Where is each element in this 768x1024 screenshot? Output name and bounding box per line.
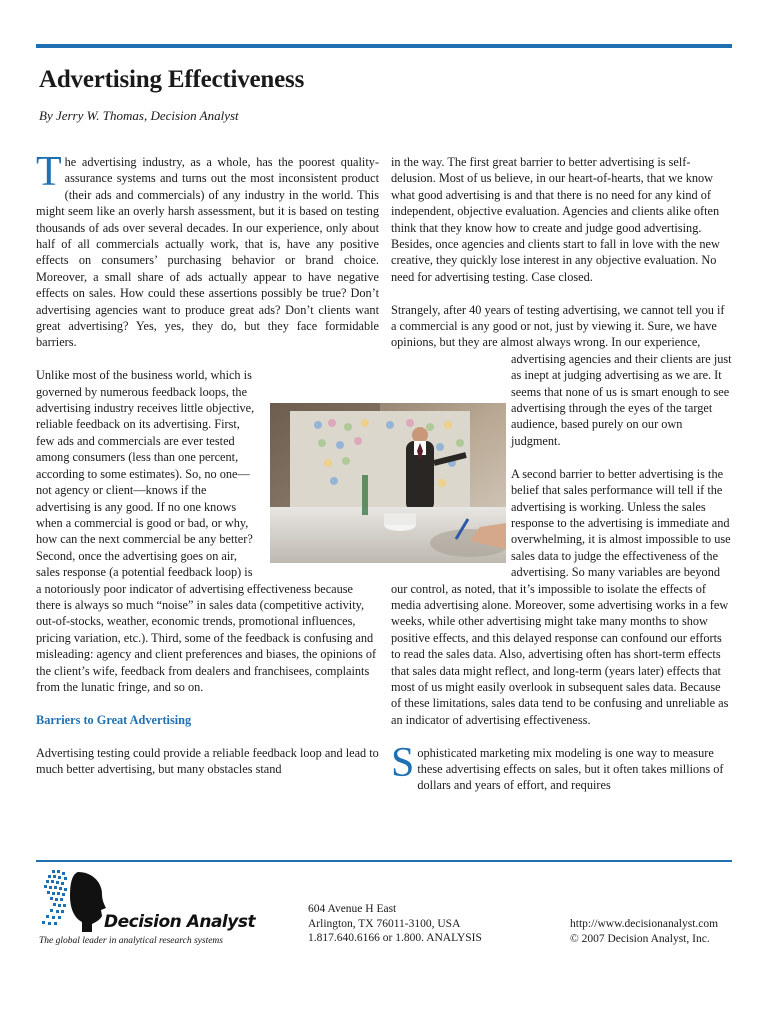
copyright: © 2007 Decision Analyst, Inc. — [570, 932, 710, 945]
article-title: Advertising Effectiveness — [39, 66, 305, 93]
decision-analyst-logo-icon — [38, 868, 108, 934]
top-rule — [36, 44, 732, 48]
tagline: The global leader in analytical research systems — [39, 936, 223, 946]
paragraph: The advertising industry, as a whole, has the poorest quality-assurance systems and turns out the most inconsistent product (their ads and commercials) of any industry in the world. This might seem like an overly harsh assessment, but it is based on testing thousands of ads over several decades. In our experience, only about half of all commercials actually work, that is, have any positive effects on consumers’ purchasing behavior or brand choice. Moreover, a small share of ads actually appear to have negative effects on sales. How could these assertions possibly be true? Don’t advertising agencies want to produce great ads? Don’t clients want great advertising? Yes, yes, they do, but they face formidable barriers. — [36, 149, 379, 350]
address-block — [308, 902, 482, 946]
bottom-rule — [36, 860, 732, 862]
byline: By Jerry W. Thomas, Decision Analyst — [39, 108, 239, 123]
address-line: Arlington, TX 76011-3100, USA — [308, 917, 461, 930]
paragraph: Advertising testing could provide a reliable feedback loop and lead to much better advertising, but many obstacles stand — [36, 745, 379, 776]
section-heading: Barriers to Great Advertising — [36, 712, 192, 727]
presentation-photo — [270, 403, 506, 563]
paragraph: A second barrier to better advertising is the belief that sales performance will tell if the advertising is working. Unless the sales response to the advertising is immediate and overwhelming, it is almost impossible to use sales data to judge the effectiveness of the advertising. So many variables are beyond our control, as noted, that it’s impossible to isolate the effects of media advertising alone. Moreover, some advertising works in a few weeks, while other advertising might take many months to show positive effects, and this delayed response can confound our efforts to read the sales data. Also, advertising often has short-term effects that sales data might reflect, and long-term (years later) effects that most of us might easily overlook in subsequent sales data. Because of these limitations, sales data tend to be confusing and unreliable as an indicator of advertising effectiveness. — [391, 466, 731, 727]
drop-cap: S — [391, 739, 415, 786]
address-line: 604 Avenue H East — [308, 903, 397, 915]
website-link[interactable]: http://www.decisionanalyst.com — [570, 918, 719, 930]
logo-name: Decision Analyst — [104, 912, 256, 932]
phone: 1.817.640.6166 or 1.800. ANALYSIS — [308, 932, 482, 944]
drop-cap: T — [36, 149, 62, 195]
paragraph: in the way. The first great barrier to better advertising is self-delusion. Most of us believe, in our heart-of-hearts, that we know what good advertising is and that there is no need for any kind of independent, objective evaluation. Agencies and clients alike often think that they know how to create and judge good advertising. Besides, once agencies and clients start to fall in love with the new creative, they quickly lose interest in any objective evaluation. No need for advertising testing. Case closed. — [391, 155, 720, 284]
paragraph: Strangely, after 40 years of testing advertising, we cannot tell you if a commercial is any good or not, just by viewing it. Sure, we have opinions, but they are almost always wrong. In our experience, advertising agencies and their clients are just as inept at judging advertising as we are. It seems that none of us is smart enough to see advertising through the eyes of the target audience, based purely on our own judgment. — [391, 302, 733, 450]
contact-block — [570, 917, 718, 946]
paragraph: Unlike most of the business world, which is governed by numerous feedback loops, the advertising industry receives little objective, reliable feedback on its advertising. First, few ads and commercials are ever tested among consumers (less than one percent, according to some estimates). So, no one—not agency or client—knows if the advertising is any good. If no one knows when a commercial is good or bad, or why, how can the next commercial be any better? Second, once the advertising goes on air, sales response (a potential feedback loop) is a notoriously poor indicator of advertising effectiveness because there is always so much “noise” in sales data (competitive activity, out-of-stocks, weather, economic trends, promotional influences, pricing variation, etc.). Third, some of the feedback is confusing and misleading: agency and client preferences and biases, the opinions of the client’s wife, feedback from dealers and franchisees, complaints from the lunatic fringe, and so on. — [36, 367, 379, 695]
paragraph: Sophisticated marketing mix modeling is one way to measure these advertising effects on sales, but it often takes millions of dollars and years of effort, and requires — [391, 739, 724, 793]
